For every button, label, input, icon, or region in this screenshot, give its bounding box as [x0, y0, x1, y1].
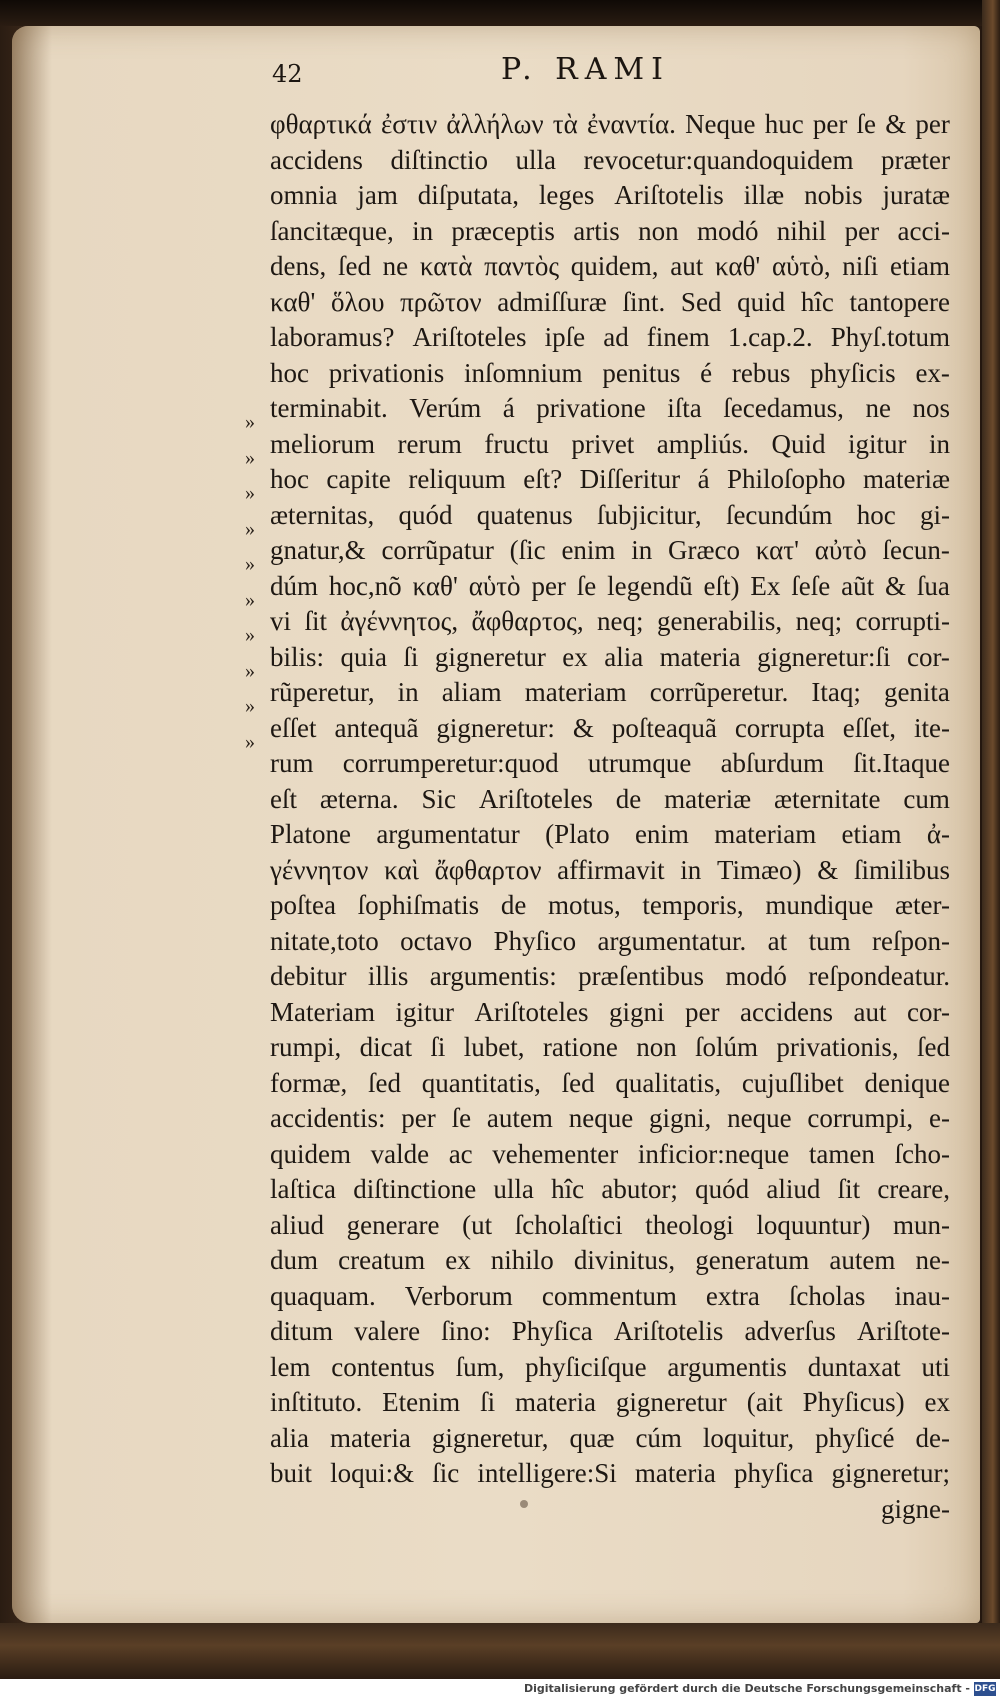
text-line: poſtea ſophiſmatis de motus, temporis, mundique æter- [270, 890, 950, 920]
text-line: laſtica diſtinctione ulla hîc abutor; quód aliud ſit creare, [270, 1174, 950, 1204]
text-line: dúm hoc,nõ καθ' αὑτὸ per ſe legendũ eſt) Ex ſeſe aũt & ſua [270, 570, 950, 601]
text-line: terminabit. Verúm á privatione iſta ſecedamus, ne nos [270, 393, 950, 423]
text-line: buit loqui:& ſic intelligere:Si materia phyſica gigneretur; [270, 1458, 950, 1488]
text-line: lem contentus ſum, phyſiciſque argumentis duntaxat uti [270, 1351, 950, 1382]
text-line: aliud generare (ut ſcholaſtici theologi loquuntur) mun- [270, 1209, 950, 1240]
text-line: eſſet antequã gigneretur: & poſteaquã corrupta eſſet, ite- [270, 712, 950, 743]
page-gutter-shadow [12, 26, 52, 1623]
body-text [270, 107, 950, 1527]
text-line: hoc capite reliquum eſt? Diſſeritur á Philoſopho materiæ [270, 464, 950, 494]
text-line: meliorum rerum fructu privet ampliús. Quid igitur in [270, 428, 950, 459]
margin-quotation-marks [238, 405, 262, 760]
book-bottom-edge [0, 1623, 1000, 1679]
text-line: alia materia gigneretur, quæ cúm loquitur, phyſicé de- [270, 1422, 950, 1453]
text-line: gigne- [881, 1493, 950, 1524]
book-right-edge [982, 0, 1000, 1699]
text-line: rum corrumperetur:quod utrumque abſurdum ſit.Itaque [270, 748, 950, 778]
text-line: accidens diſtinctio ulla revocetur:quandoquidem præter [270, 144, 950, 175]
text-line: debitur illis argumentis: præſentibus modó reſpondeatur. [270, 961, 950, 991]
margin-mark: » [245, 588, 255, 611]
text-line: ſancitæque, in præceptis artis non modó nihil per acci- [270, 215, 950, 246]
running-head: P. RAMI [501, 52, 670, 87]
margin-mark: » [245, 730, 255, 753]
text-line: Materiam igitur Ariſtoteles gigni per accidens aut cor- [270, 996, 950, 1027]
text-line: inſtituto. Etenim ſi materia gigneretur (ait Phyſicus) ex [270, 1387, 950, 1417]
text-line: Platone argumentatur (Plato enim materiam etiam ἀ- [270, 819, 950, 849]
margin-mark: » [245, 482, 255, 504]
margin-mark: » [245, 624, 255, 646]
text-line: bilis: quia ſi gigneretur ex alia materia gigneretur:ſi cor- [270, 641, 950, 672]
text-line: gnatur,& corrũpatur (ſic enim in Græco κατ' αὐτὸ ſecun- [270, 535, 950, 565]
text-line: nitate,toto octavo Phyſico argumentatur. at tum reſpon- [270, 925, 950, 956]
text-line: quidem valde ac vehementer inficior:neque tamen ſcho- [270, 1138, 950, 1169]
text-line: rũperetur, in aliam materiam corrũperetur. Itaq; genita [270, 677, 950, 707]
text-line: hoc privationis inſomnium penitus é rebus phyſicis ex- [270, 357, 950, 388]
book-top-edge [0, 0, 1000, 26]
margin-mark: » [245, 659, 255, 682]
text-line: omnia jam diſputata, leges Ariſtotelis illæ nobis juratæ [270, 180, 950, 210]
margin-mark: » [245, 553, 255, 575]
text-line: quaquam. Verborum commentum extra ſcholas inau- [270, 1280, 950, 1311]
text-line: laboramus? Ariſtoteles ipſe ad finem 1.cap.2. Phyſ.totum [270, 322, 950, 352]
margin-mark: » [245, 446, 255, 469]
footer-credit: Digitalisierung gefördert durch die Deutsche Forschungsgemeinschaft - [523, 1682, 970, 1695]
text-line: γέννητον καὶ ἄφθαρτον affirmavit in Timæo) & ſimilibus [270, 854, 950, 885]
text-line: rumpi, dicat ſi lubet, ratione non ſolúm privationis, ſed [270, 1032, 950, 1062]
text-line: eſt æterna. Sic Ariſtoteles de materiæ æternitate cum [270, 783, 950, 814]
page-number: 42 [272, 60, 303, 88]
text-line: ditum valere ſino: Phyſica Ariſtotelis adverſus Ariſtote- [270, 1316, 950, 1346]
ink-smudge [520, 1500, 528, 1508]
text-line: vi ſit ἀγέννητος, ἄφθαρτος, neq; generabilis, neq; corrupti- [270, 606, 950, 636]
digitization-footer [0, 1679, 1000, 1699]
text-line: formæ, ſed quantitatis, ſed qualitatis, cujuſlibet denique [270, 1067, 950, 1098]
text-line: dens, ſed ne κατὰ παντὸς quidem, aut καθ' αὑτὸ, niſi etiam [270, 251, 950, 281]
margin-mark: » [245, 517, 255, 540]
margin-mark: » [245, 695, 255, 717]
text-line: æternitas, quód quatenus ſubjicitur, ſecundúm hoc gi- [270, 499, 950, 530]
text-line: καθ' ὅλου πρῶτον admiſſuræ ſint. Sed quid hîc tantopere [270, 286, 950, 317]
margin-mark: » [245, 411, 255, 433]
text-line: φθαρτικά ἐστιν ἀλλήλων τὰ ἐναντία. Neque huc per ſe & per [270, 109, 950, 139]
text-line: dum creatum ex nihilo divinitus, generatum autem ne- [270, 1245, 950, 1275]
dfg-logo: DFG [974, 1684, 996, 1694]
text-line: accidentis: per ſe autem neque gigni, neque corrumpi, e- [270, 1103, 950, 1133]
